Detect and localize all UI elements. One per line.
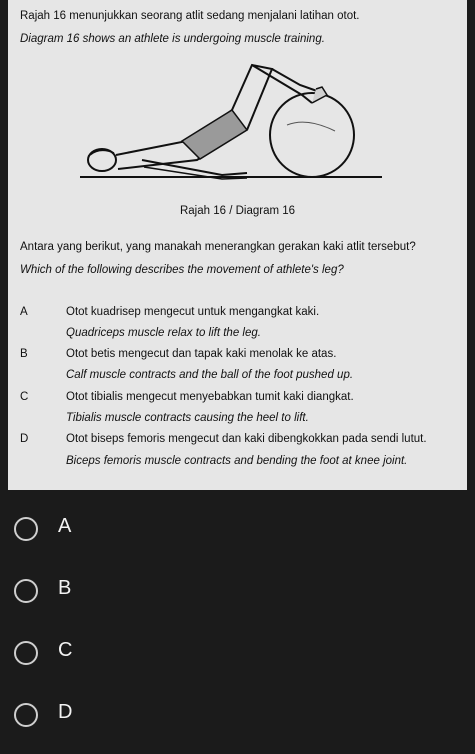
question-card — [8, 0, 467, 490]
question-prompt-ms: Antara yang berikut, yang manakah menerangkan gerakan kaki atlit tersebut? — [20, 241, 416, 253]
radio-button-a[interactable] — [14, 517, 38, 541]
figure-caption: Rajah 16 / Diagram 16 — [179, 205, 296, 217]
option-b-text-en: Calf muscle contracts and the ball of the foot pushed up. — [66, 369, 354, 381]
option-a-text-en: Quadriceps muscle relax to lift the leg. — [66, 327, 261, 339]
option-b-letter: B — [20, 348, 28, 360]
answer-choice-a[interactable] — [0, 505, 475, 555]
answer-choice-d[interactable] — [0, 691, 475, 741]
answer-choice-c[interactable] — [0, 629, 475, 679]
question-title-en: Diagram 16 shows an athlete is undergoing muscle training. — [20, 33, 325, 45]
option-c-text-en: Tibialis muscle contracts causing the heel to lift. — [66, 412, 309, 424]
option-a-text-ms: Otot kuadrisep mengecut untuk mengangkat kaki. — [66, 306, 320, 318]
answer-choice-a-label: A — [58, 515, 72, 537]
option-a-letter: A — [20, 306, 28, 318]
radio-button-c[interactable] — [14, 641, 38, 665]
option-c-letter: C — [20, 391, 29, 403]
answer-choice-d-label: D — [58, 701, 73, 723]
radio-button-b[interactable] — [14, 579, 38, 603]
answer-choice-c-label: C — [58, 639, 73, 661]
option-d-letter: D — [20, 433, 29, 445]
question-prompt-en: Which of the following describes the movement of athlete's leg? — [20, 264, 344, 276]
option-b-text-ms: Otot betis mengecut dan tapak kaki menolak ke atas. — [66, 348, 337, 360]
answer-choice-b-label: B — [58, 577, 72, 599]
athlete-diagram — [72, 55, 392, 195]
question-title-ms: Rajah 16 menunjukkan seorang atlit sedang menjalani latihan otot. — [20, 10, 360, 22]
answer-choice-b[interactable] — [0, 567, 475, 617]
option-d-text-ms: Otot biseps femoris mengecut dan kaki dibengkokkan pada sendi lutut. — [66, 433, 427, 445]
option-c-text-ms: Otot tibialis mengecut menyebabkan tumit kaki diangkat. — [66, 391, 354, 403]
radio-button-d[interactable] — [14, 703, 38, 727]
option-d-text-en: Biceps femoris muscle contracts and bending the foot at knee joint. — [66, 455, 408, 467]
